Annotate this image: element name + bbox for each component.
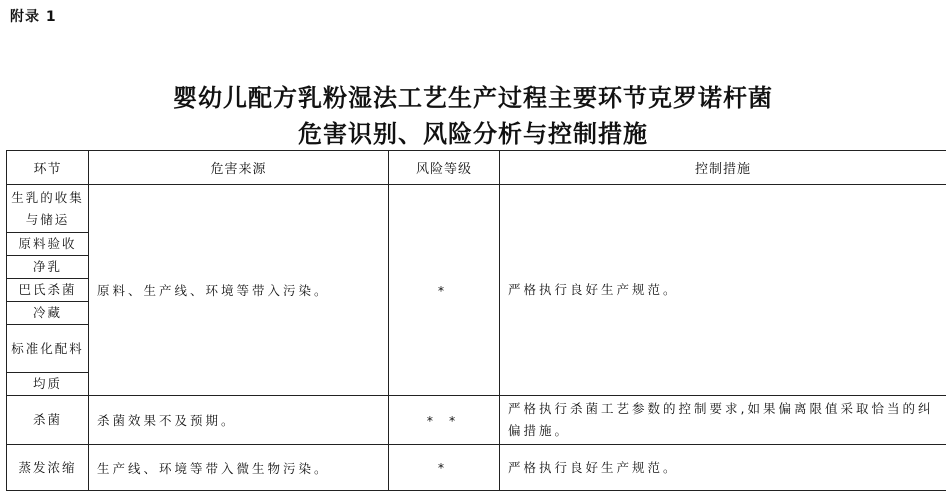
stage-cell: 生乳的收集与储运 [7, 185, 89, 233]
stage-cell: 原料验收 [7, 233, 89, 256]
appendix-label: 附录 1 [10, 9, 57, 25]
risk-level-cell: * [389, 445, 500, 491]
stage-cell: 杀菌 [7, 396, 89, 445]
table-header-row [7, 151, 946, 185]
table-row [7, 185, 946, 233]
control-measure-cell: 严格执行杀菌工艺参数的控制要求,如果偏离限值采取恰当的纠偏措施。 [500, 396, 946, 445]
hazard-source-cell: 杀菌效果不及预期。 [89, 396, 389, 445]
title-line-1: 婴幼儿配方乳粉湿法工艺生产过程主要环节克罗诺杆菌 [173, 83, 773, 112]
stage-cell: 冷藏 [7, 302, 89, 325]
stage-cell: 标准化配料 [7, 325, 89, 373]
header-stage: 环节 [7, 151, 89, 185]
stage-cell: 蒸发浓缩 [7, 445, 89, 491]
table-row [7, 396, 946, 445]
title-line-2: 危害识别、风险分析与控制措施 [298, 119, 648, 148]
risk-level-cell: * [389, 185, 500, 396]
header-risk-level: 风险等级 [389, 151, 500, 185]
control-measure-cell: 严格执行良好生产规范。 [500, 445, 946, 491]
risk-level-cell: * * [389, 396, 500, 445]
hazard-source-cell: 生产线、环境等带入微生物污染。 [89, 445, 389, 491]
hazard-table [6, 150, 946, 491]
header-hazard-source: 危害来源 [89, 151, 389, 185]
stage-cell: 均质 [7, 373, 89, 396]
control-measure-cell: 严格执行良好生产规范。 [500, 185, 946, 396]
stage-cell: 净乳 [7, 256, 89, 279]
stage-cell: 巴氏杀菌 [7, 279, 89, 302]
hazard-source-cell: 原料、生产线、环境等带入污染。 [89, 185, 389, 396]
header-control-measures: 控制措施 [500, 151, 946, 185]
table-row [7, 445, 946, 491]
